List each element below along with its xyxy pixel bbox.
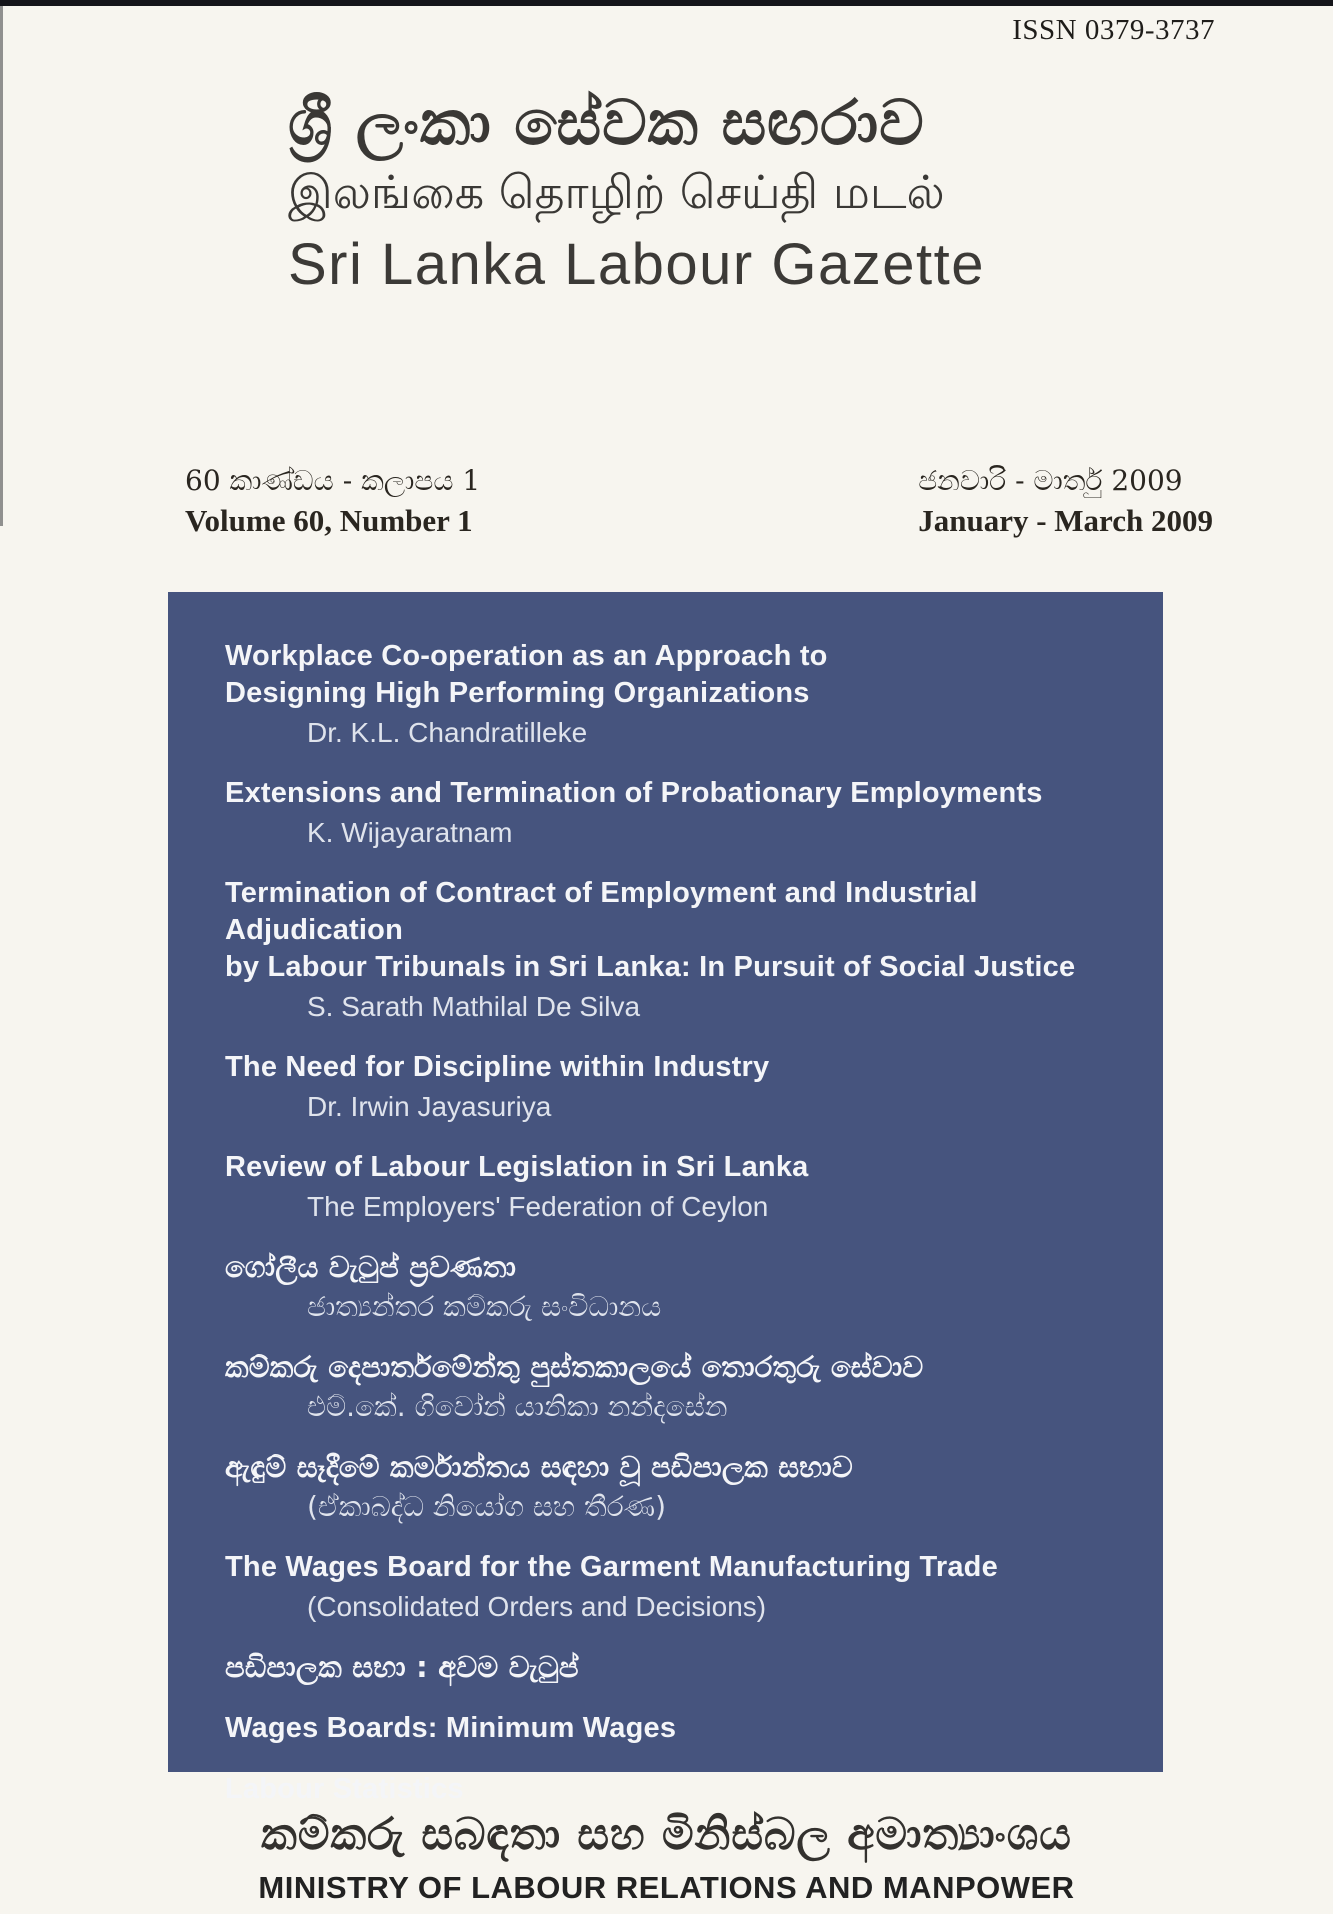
toc-entry-author: K. Wijayaratnam (307, 817, 513, 848)
toc-entry-title (225, 775, 1123, 812)
table-of-contents-box (168, 592, 1163, 1805)
date-english: January - March 2009 (918, 502, 1213, 538)
toc-entry-author: Dr. K.L. Chandratilleke (307, 717, 588, 748)
toc-title-line: Designing High Performing Organizations (225, 677, 810, 709)
toc-entry (225, 1149, 1123, 1225)
toc-entry (225, 1649, 1123, 1686)
toc-title-line: ගෝලීය වැටුප් ප්‍රවණතා (225, 1250, 517, 1284)
toc-entry-title (225, 1771, 1123, 1808)
toc-entry (225, 875, 1123, 1025)
toc-title-line: Extensions and Termination of Probationary Employments (225, 777, 1043, 809)
toc-entry (225, 1049, 1123, 1125)
toc-entry-title (225, 1549, 1123, 1586)
toc-entry-title (225, 1249, 1123, 1286)
toc-entry (225, 1771, 1123, 1808)
footer (0, 1809, 1333, 1914)
toc-entry-author: Dr. Irwin Jayasuriya (307, 1091, 552, 1122)
volume-sinhala: 60 කාණ්ඩය - කලාපය 1 (185, 464, 481, 497)
toc-entry (225, 1349, 1123, 1425)
toc-title-line: The Wages Board for the Garment Manufacturing Trade (225, 1551, 998, 1583)
toc-title-line: Labour Statistics (225, 1773, 464, 1805)
toc-entry (225, 638, 1123, 751)
title-sinhala: ශ්‍රී ලංකා සේවක සඟරාව (288, 86, 925, 159)
ministry-name-english: MINISTRY OF LABOUR RELATIONS AND MANPOWER (258, 1870, 1075, 1905)
toc-entry-title (225, 875, 1123, 986)
title-tamil: இலங்கை தொழிற் செய்தி மடல் (288, 165, 945, 220)
toc-entry-title (225, 1349, 1123, 1386)
toc-entry-title (225, 1710, 1123, 1747)
issn-number: ISSN 0379-3737 (1012, 14, 1215, 46)
toc-title-line: Termination of Contract of Employment and Industrial Adjudication (225, 877, 978, 946)
toc-title-line: The Need for Discipline within Industry (225, 1051, 770, 1083)
toc-entry-title (225, 1449, 1123, 1486)
date-info (918, 462, 1213, 542)
toc-title-line: by Labour Tribunals in Sri Lanka: In Pursuit of Social Justice (225, 951, 1076, 983)
toc-entry (225, 1449, 1123, 1525)
ministry-name-sinhala: කම්කරු සබඳතා සහ මිනිස්බල අමාත්‍යාංශය (261, 1809, 1072, 1860)
toc-entry-author: The Employers' Federation of Ceylon (307, 1191, 769, 1222)
toc-entry-author: S. Sarath Mathilal De Silva (307, 991, 641, 1022)
toc-entry (225, 1549, 1123, 1625)
title-english: Sri Lanka Labour Gazette (288, 231, 985, 297)
toc-entry (225, 775, 1123, 851)
toc-title-line: Review of Labour Legislation in Sri Lanka (225, 1151, 809, 1183)
toc-title-line: කම්කරු දෙපාර්තමේන්තු පුස්තකාලයේ තොරතුරු සේවාව (225, 1350, 924, 1384)
toc-entry (225, 1710, 1123, 1747)
scan-edge-left (0, 6, 3, 526)
toc-entry-author: (Consolidated Orders and Decisions) (307, 1591, 767, 1622)
toc-entry-title (225, 1649, 1123, 1686)
toc-title-line: Wages Boards: Minimum Wages (225, 1712, 677, 1744)
date-sinhala: ජනවාරි - මාර්තු 2009 (918, 464, 1183, 497)
toc-entry-author: ජාත්‍යන්තර කම්කරු සංවිධානය (307, 1290, 662, 1323)
toc-entry-author: එම්.කේ. ගිවෝන් යානිකා නන්දසේන (307, 1390, 728, 1423)
toc-entry-title (225, 1049, 1123, 1086)
volume-english: Volume 60, Number 1 (185, 502, 473, 538)
toc-entry-title (225, 638, 1123, 712)
toc-title-line: පඩිපාලක සභා : අවම වැටුප් (225, 1650, 579, 1684)
issue-info-row (185, 462, 1213, 542)
toc-entry-author: (ඒකාබද්ධ නියෝග සහ තීරණ) (307, 1490, 667, 1523)
scan-edge-top (0, 0, 1333, 6)
toc-entry-title (225, 1149, 1123, 1186)
toc-entry (225, 1249, 1123, 1325)
toc-title-line: Workplace Co-operation as an Approach to (225, 640, 828, 672)
masthead (288, 88, 985, 298)
volume-info (185, 462, 480, 542)
toc-title-line: ඇඳුම් සෑදීමේ කර්මාන්තය සඳහා වූ පඩිපාලක සභාව (225, 1450, 853, 1484)
